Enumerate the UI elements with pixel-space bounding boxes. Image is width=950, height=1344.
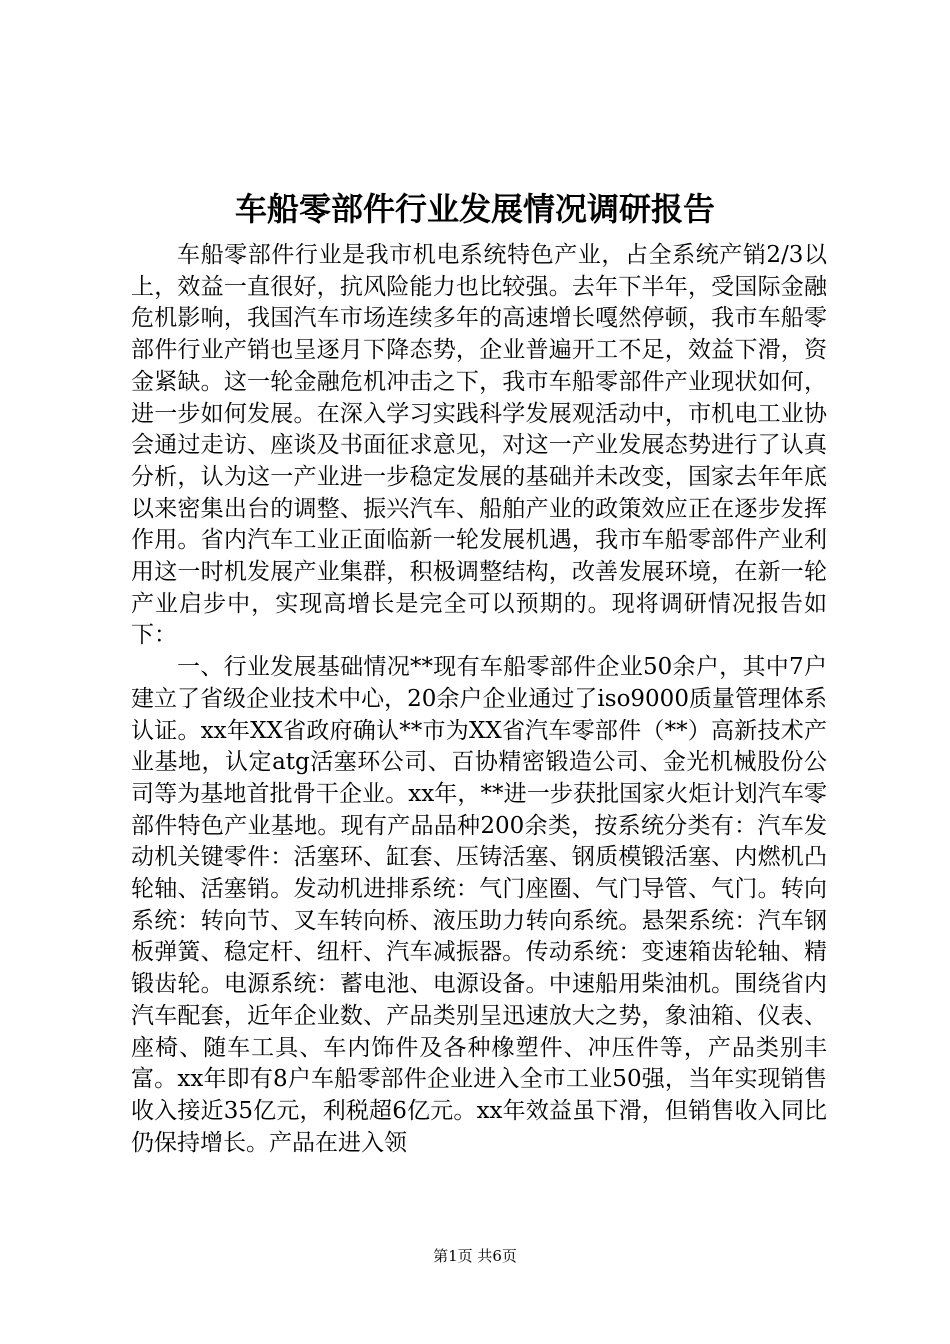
document-body: [131, 240, 827, 1159]
document-title: 车船零部件行业发展情况调研报告: [234, 190, 715, 228]
paragraph-intro: 车船零部件行业是我市机电系统特色产业，占全系统产销2/3以上，效益一直很好，抗风险能力也比较强。去年下半年，受国际金融危机影响，我国汽车市场连续多年的高速增长嘎然停顿，我市车船零部件行业产销也呈逐月下降态势，企业普遍开工不足，效益下滑，资金紧缺。这一轮金融危机冲击之下，我市车船零部件产业现状如何，进一步如何发展。在深入学习实践科学发展观活动中，市机电工业协会通过走访、座谈及书面征求意见，对这一产业发展态势进行了认真分析，认为这一产业进一步稳定发展的基础并未改变，国家去年年底以来密集出台的调整、振兴汽车、船舶产业的政策效应正在逐步发挥作用。省内汽车工业正面临新一轮发展机遇，我市车船零部件产业利用这一时机发展产业集群，积极调整结构，改善发展环境，在新一轮产业启步中，实现高增长是完全可以预期的。现将调研情况报告如下：: [131, 242, 827, 649]
paragraph-section-1: 一、行业发展基础情况**现有车船零部件企业50余户，其中7户建立了省级企业技术中心，20余户企业通过了iso9000质量管理体系认证。xx年XX省政府确认**市为XX省汽车零部件（**）高新技术产业基地，认定atg活塞环公司、百协精密锻造公司、金光机械股份公司等为基地首批骨干企业。xx年，**进一步获批国家火炬计划汽车零部件特色产业基地。现有产品品种200余类，按系统分类有：汽车发动机关键零件：活塞环、缸套、压铸活塞、钢质模锻活塞、内燃机凸轮轴、活塞销。发动机进排系统：气门座圈、气门导管、气门。转向系统：转向节、叉车转向桥、液压助力转向系统。悬架系统：汽车钢板弹簧、稳定杆、纽杆、汽车减振器。传动系统：变速箱齿轮轴、精锻齿轮。电源系统：蓄电池、电源设备。中速船用柴油机。围绕省内汽车配套，近年企业数、产品类别呈迅速放大之势，象油箱、仪表、座椅、随车工具、车内饰件及各种橡塑件、冲压件等，产品类别丰富。xx年即有8户车船零部件企业进入全市工业50强，当年实现销售收入接近35亿元，利税超6亿元。xx年效益虽下滑，但销售收入同比仍保持增长。产品在进入领: [131, 654, 827, 1156]
page-footer: 第1页 共6页: [433, 1247, 517, 1265]
